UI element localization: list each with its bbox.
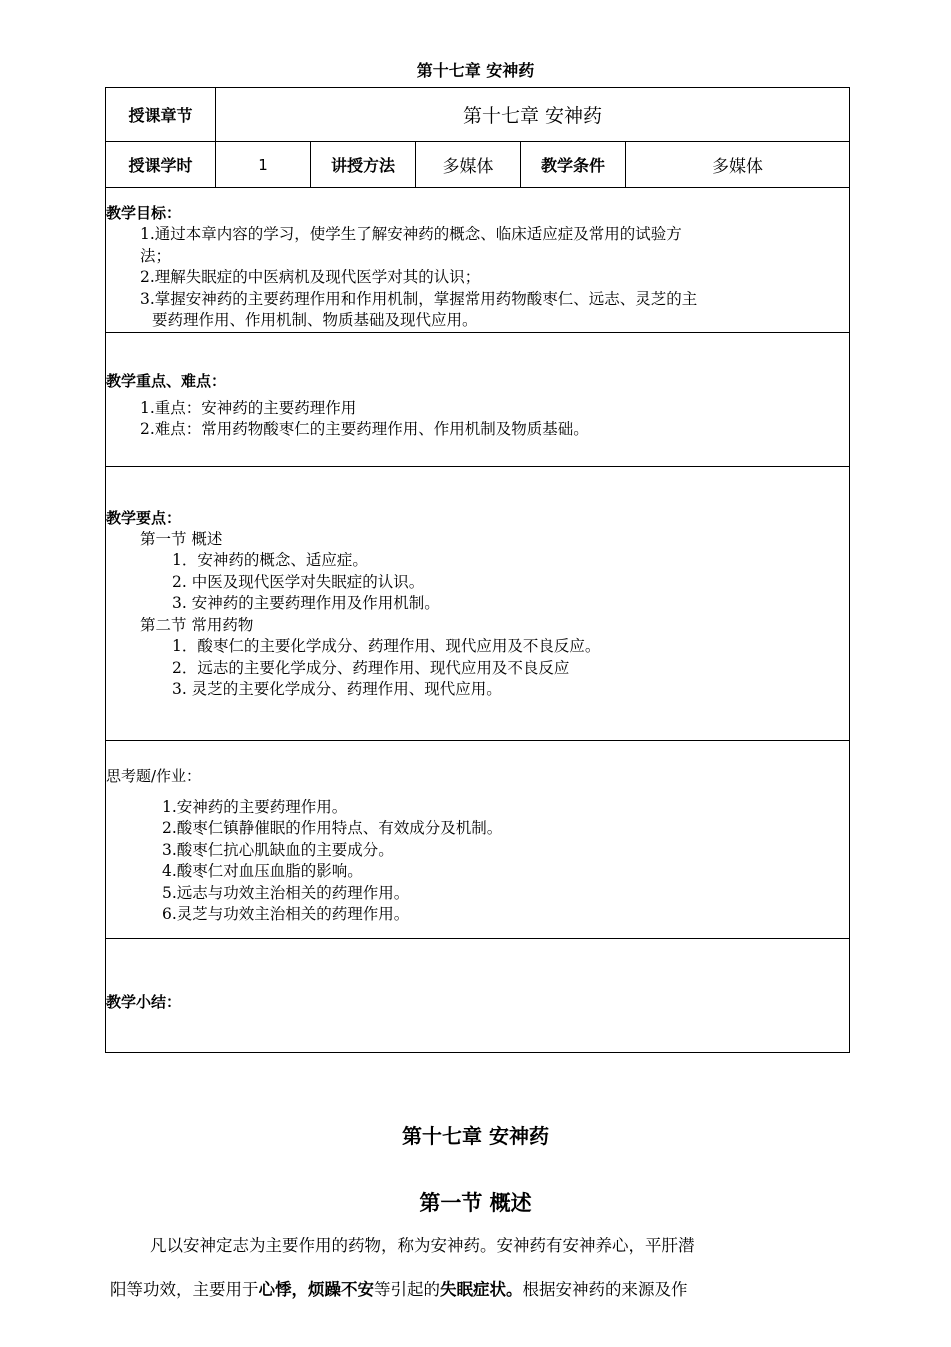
chapter-row	[106, 88, 850, 142]
essentials-item: 1．酸枣仁的主要化学成分、药理作用、现代应用及不良反应。	[172, 637, 601, 655]
keypoints-section	[106, 332, 850, 466]
summary-row	[106, 938, 850, 1052]
homework-row	[106, 740, 850, 938]
objective-line: 要药理作用、作用机制、物质基础及现代应用。	[152, 311, 478, 329]
conditions-label: 教学条件	[521, 142, 626, 188]
essentials-section2: 第二节 常用药物	[140, 615, 254, 634]
essentials-item: 3. 灵芝的主要化学成分、药理作用、现代应用。	[172, 680, 502, 698]
essentials-item: 3. 安神药的主要药理作用及作用机制。	[172, 594, 440, 612]
objectives-row	[106, 188, 850, 333]
objectives-section	[106, 188, 850, 333]
essentials-section1: 第一节 概述	[140, 529, 223, 548]
homework-line: 5.远志与功效主治相关的药理作用。	[162, 883, 410, 902]
objectives-title: 教学目标：	[106, 204, 182, 222]
body-paragraph-line: 凡以安神定志为主要作用的药物，称为安神药。安神药有安神养心，平肝潜	[150, 1236, 695, 1255]
essentials-title: 教学要点：	[106, 508, 182, 527]
hours-label: 授课学时	[106, 142, 216, 188]
homework-title: 思考题/作业：	[106, 766, 202, 785]
objective-line: 2.理解失眠症的中医病机及现代医学对其的认识；	[140, 268, 481, 286]
objective-line: 3.掌握安神药的主要药理作用和作用机制，掌握常用药物酸枣仁、远志、灵芝的主	[140, 289, 698, 308]
homework-line: 6.灵芝与功效主治相关的药理作用。	[162, 905, 410, 923]
para-bold-text: 心悸，烦躁不安	[258, 1280, 374, 1299]
method-value: 多媒体	[416, 142, 521, 188]
homework-line: 1.安神药的主要药理作用。	[162, 797, 348, 816]
summary-section	[106, 938, 850, 1052]
para-text: 等引起的	[374, 1280, 440, 1299]
body-chapter-heading: 第十七章 安神药	[402, 1124, 549, 1148]
essentials-item: 2．远志的主要化学成分、药理作用、现代应用及不良反应	[172, 658, 570, 677]
chapter-label: 授课章节	[106, 88, 216, 142]
keypoints-row	[106, 332, 850, 466]
page-title: 第十七章 安神药	[416, 61, 535, 80]
essentials-section	[106, 466, 850, 740]
para-bold-text: 失眠症状。	[440, 1280, 523, 1299]
body-section-heading: 第一节 概述	[419, 1191, 532, 1215]
para-text: 根据安神药的来源及作	[522, 1280, 688, 1299]
objective-line: 法；	[140, 246, 172, 265]
essentials-row	[106, 466, 850, 740]
essentials-item: 1．安神药的概念、适应症。	[172, 551, 368, 569]
keypoints-title: 教学重点、难点：	[106, 371, 227, 390]
conditions-value: 多媒体	[626, 142, 850, 188]
para-text: 阳等功效，主要用于	[110, 1280, 259, 1299]
summary-title: 教学小结：	[106, 993, 182, 1011]
hours-value: 1	[216, 142, 311, 188]
lesson-plan-table	[105, 87, 850, 1053]
keypoint-line: 1.重点：安神药的主要药理作用	[140, 398, 357, 417]
homework-line: 3.酸枣仁抗心肌缺血的主要成分。	[162, 840, 394, 859]
body-paragraph-line	[110, 1276, 688, 1300]
chapter-value: 第十七章 安神药	[216, 88, 850, 142]
keypoint-line: 2.难点：常用药物酸枣仁的主要药理作用、作用机制及物质基础。	[140, 420, 589, 438]
essentials-item: 2. 中医及现代医学对失眠症的认识。	[172, 572, 425, 591]
homework-section	[106, 740, 850, 938]
method-label: 讲授方法	[311, 142, 416, 188]
homework-line: 2.酸枣仁镇静催眠的作用特点、有效成分及机制。	[162, 819, 503, 837]
homework-line: 4.酸枣仁对血压血脂的影响。	[162, 862, 363, 880]
objective-line: 1.通过本章内容的学习，使学生了解安神药的概念、临床适应症及常用的试验方	[140, 225, 682, 243]
info-row	[106, 142, 850, 188]
